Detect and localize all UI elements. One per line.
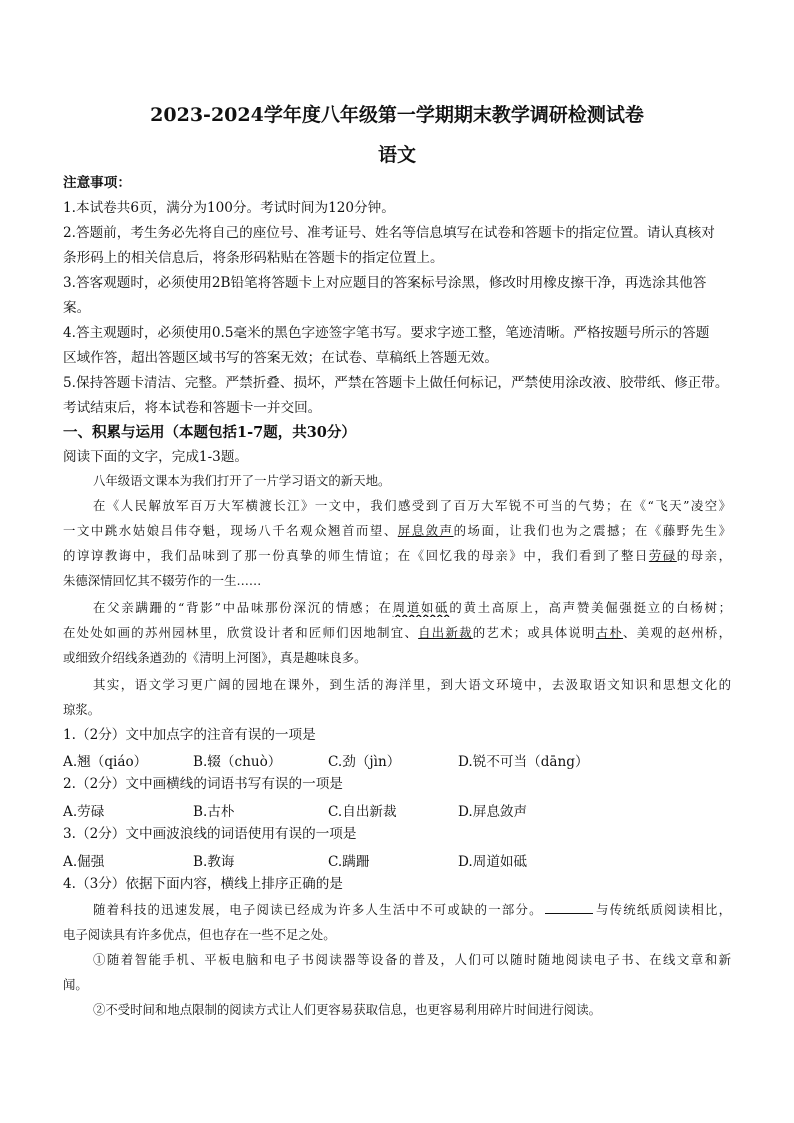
wavy-underlined-word: 周道如砥 xyxy=(392,600,450,615)
notice-line: 2.答题前，考生务必先将自己的座位号、准考证号、姓名等信息填写在试卷和答题卡的指定位置。请认真核对 xyxy=(63,225,715,241)
passage-text: 在处处如画的苏州园林里，欣赏设计者和匠师们因地制宜、 xyxy=(63,625,419,640)
question-stem: 3.（2分）文中画波浪线的词语使用有误的一项是 xyxy=(63,826,357,842)
option-b[interactable]: B.教诲 xyxy=(193,854,235,870)
exam-title: 2023-2024学年度八年级第一学期期末教学调研检测试卷 xyxy=(150,104,644,126)
option-d[interactable]: D.周道如砥 xyxy=(458,854,528,870)
notice-line: 1.本试卷共6页，满分为100分。考试时间为120分钟。 xyxy=(63,200,395,216)
passage-line: 其实，语文学习更广阔的园地在课外，到生活的海洋里，到大语文环境中，去汲取语文知识和思想文化的 xyxy=(93,677,731,692)
option-c[interactable]: C.自出新裁 xyxy=(328,804,397,820)
notice-line: 5.保持答题卡清洁、完整。严禁折叠、损坏，严禁在答题卡上做任何标记，严禁使用涂改液、胶带纸、修正带。 xyxy=(63,375,729,391)
passage-line: 或细致介绍线条遒劲的《清明上河图》，真是趣味良多。 xyxy=(63,650,367,665)
passage-text: 与传统纸质阅读相比， xyxy=(594,902,731,917)
passage-line xyxy=(63,522,731,540)
passage-line xyxy=(93,901,731,919)
passage-line xyxy=(63,547,731,565)
passage-line: 在《人民解放军百万大军横渡长江》一文中，我们感受到了百万大军锐不可当的气势；在《“飞天”凌空》 xyxy=(93,498,731,513)
notice-line: 区域作答，超出答题区域书写的答案无效；在试卷、草稿纸上答题无效。 xyxy=(63,350,498,366)
underlined-word: 劳碌 xyxy=(648,548,677,563)
option-d[interactable]: D.锐不可当（dāng） xyxy=(458,754,589,770)
option-c[interactable]: C.蹒跚 xyxy=(328,854,370,870)
option-a[interactable]: A.翘（qiáo） xyxy=(63,754,148,770)
passage-line: 朱德深情回忆其不辍劳作的一生…… xyxy=(63,573,262,588)
passage-text: 的谆谆教诲中，我们品味到了那一份真挚的师生情谊；在《回忆我的母亲》中，我们看到了整日 xyxy=(63,548,649,563)
notice-heading: 注意事项： xyxy=(63,175,131,191)
passage-line: ②不受时间和地点限制的阅读方式让人们更容易获取信息，也更容易利用碎片时间进行阅读。 xyxy=(93,1002,602,1017)
passage-line xyxy=(93,599,731,617)
passage-text: 在父亲蹒跚的“背影”中品味那份深沉的情感；在 xyxy=(93,600,393,615)
passage-line: 琼浆。 xyxy=(63,702,101,717)
passage-text: 的黄土高原上，高声赞美倔强挺立的白杨树； xyxy=(449,600,731,615)
question-stem: 4.（3分）依据下面内容，横线上排序正确的是 xyxy=(63,876,343,892)
notice-line: 考试结束后，将本试卷和答题卡一并交回。 xyxy=(63,400,322,416)
passage-line: 闻。 xyxy=(63,977,88,992)
passage-text: 的艺术；或具体说明 xyxy=(472,625,596,640)
section-heading: 一、积累与运用（本题包括1-7题，共30分） xyxy=(63,424,356,441)
question-stem: 2.（2分）文中画横线的词语书写有误的一项是 xyxy=(63,776,343,792)
passage-line xyxy=(63,624,731,642)
underlined-word: 屏息敛声 xyxy=(397,523,454,538)
notice-line: 条形码上的相关信息后，将条形码粘贴在答题卡的指定位置上。 xyxy=(63,250,444,266)
section-instruction: 阅读下面的文字，完成1-3题。 xyxy=(63,449,249,465)
passage-text: 的母亲， xyxy=(676,548,731,563)
option-c[interactable]: C.劲（jìn） xyxy=(328,754,401,770)
passage-text: 一文中跳水姑娘吕伟夺魁，现场八千名观众翘首而望、 xyxy=(63,523,398,538)
notice-line: 4.答主观题时，必须使用0.5毫米的黑色字迹签字笔书写。要求字迹工整，笔迹清晰。严格按题号所示的答题 xyxy=(63,325,710,341)
question-stem: 1.（2分）文中加点字的注音有误的一项是 xyxy=(63,727,316,743)
subject-title: 语文 xyxy=(377,144,416,166)
passage-line: ①随着智能手机、平板电脑和电子书阅读器等设备的普及，人们可以随时随地阅读电子书、在线文章和新 xyxy=(93,952,731,967)
option-a[interactable]: A.劳碌 xyxy=(63,804,105,820)
notice-line: 案。 xyxy=(63,300,91,316)
passage-text: 的场面，让我们也为之震撼；在《藤野先生》 xyxy=(453,523,731,538)
option-a[interactable]: A.倔强 xyxy=(63,854,105,870)
passage-line: 电子阅读具有许多优点，但也存在一些不足之处。 xyxy=(63,927,336,942)
passage-line: 八年级语文课本为我们打开了一片学习语文的新天地。 xyxy=(93,473,391,488)
passage-text: 随着科技的迅速发展，电子阅读已经成为许多人生活中不可或缺的一部分。 xyxy=(93,902,543,917)
fill-in-blank xyxy=(545,913,593,914)
passage-text: 、美观的赵州桥， xyxy=(623,625,731,640)
underlined-word: 古朴 xyxy=(595,625,624,640)
notice-line: 3.答客观题时，必须使用2B铅笔将答题卡上对应题目的答案标号涂黑，修改时用橡皮擦干净，再选涂其他答 xyxy=(63,275,707,291)
option-b[interactable]: B.辍（chuò） xyxy=(193,754,282,770)
underlined-word: 自出新裁 xyxy=(418,625,473,640)
option-b[interactable]: B.古朴 xyxy=(193,804,235,820)
option-d[interactable]: D.屏息敛声 xyxy=(458,804,528,820)
